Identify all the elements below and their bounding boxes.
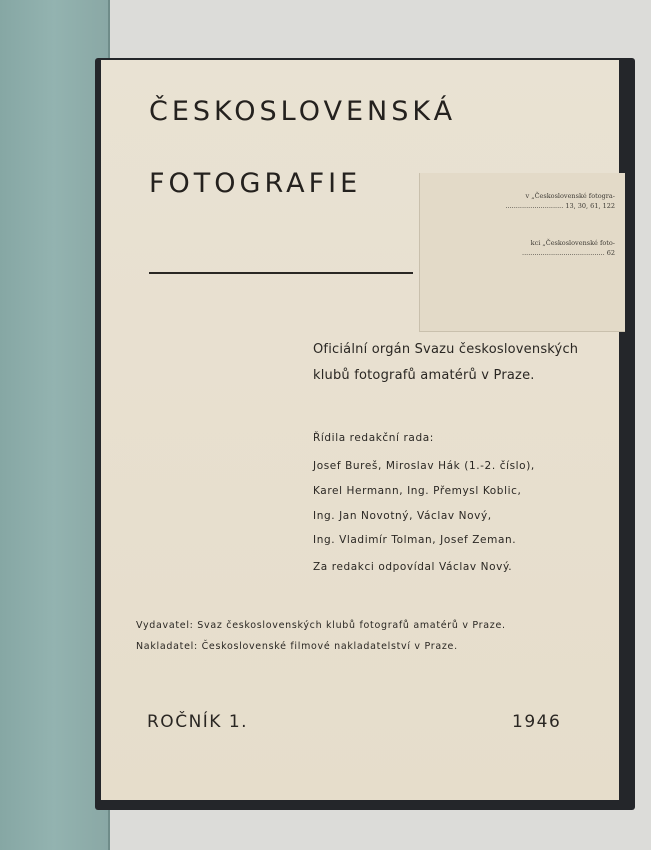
board-member-line: Ing. Vladimír Tolman, Josef Zeman. (313, 534, 517, 546)
pasted-errata-slip (419, 173, 625, 332)
volume-label: ROČNÍK 1. (147, 712, 249, 732)
responsible-editor: Za redakci odpovídal Václav Nový. (313, 561, 513, 573)
slip-entry-2 (522, 238, 615, 258)
slip-entry-1 (505, 191, 615, 211)
organ-line-2: klubů fotografů amatérů v Praze. (313, 368, 535, 383)
title-page (101, 60, 619, 800)
title-line-1: ČESKOSLOVENSKÁ (149, 96, 457, 127)
title-line-2: FOTOGRAFIE (149, 168, 362, 199)
board-member-line: Karel Hermann, Ing. Přemysl Koblic, (313, 485, 522, 497)
slip-text: ............................ 13, 30, 61, 122 (505, 202, 615, 210)
slip-text: v „Československé fotogra- (525, 192, 615, 200)
board-member-line: Ing. Jan Novotný, Václav Nový, (313, 510, 492, 522)
title-underline (149, 272, 413, 274)
year-label: 1946 (512, 712, 562, 732)
organ-line-1: Oficiální orgán Svazu československých (313, 342, 579, 357)
teal-book-cover (0, 0, 110, 850)
printer-line: Nakladatel: Československé filmové nakladatelství v Praze. (136, 641, 458, 652)
slip-text: ........................................ 62 (522, 249, 615, 257)
board-heading: Řídila redakční rada: (313, 432, 434, 444)
board-member-line: Josef Bureš, Miroslav Hák (1.-2. číslo), (313, 460, 535, 472)
publisher-line: Vydavatel: Svaz československých klubů fotografů amatérů v Praze. (136, 620, 506, 631)
slip-text: kci „Československé foto- (530, 239, 615, 247)
